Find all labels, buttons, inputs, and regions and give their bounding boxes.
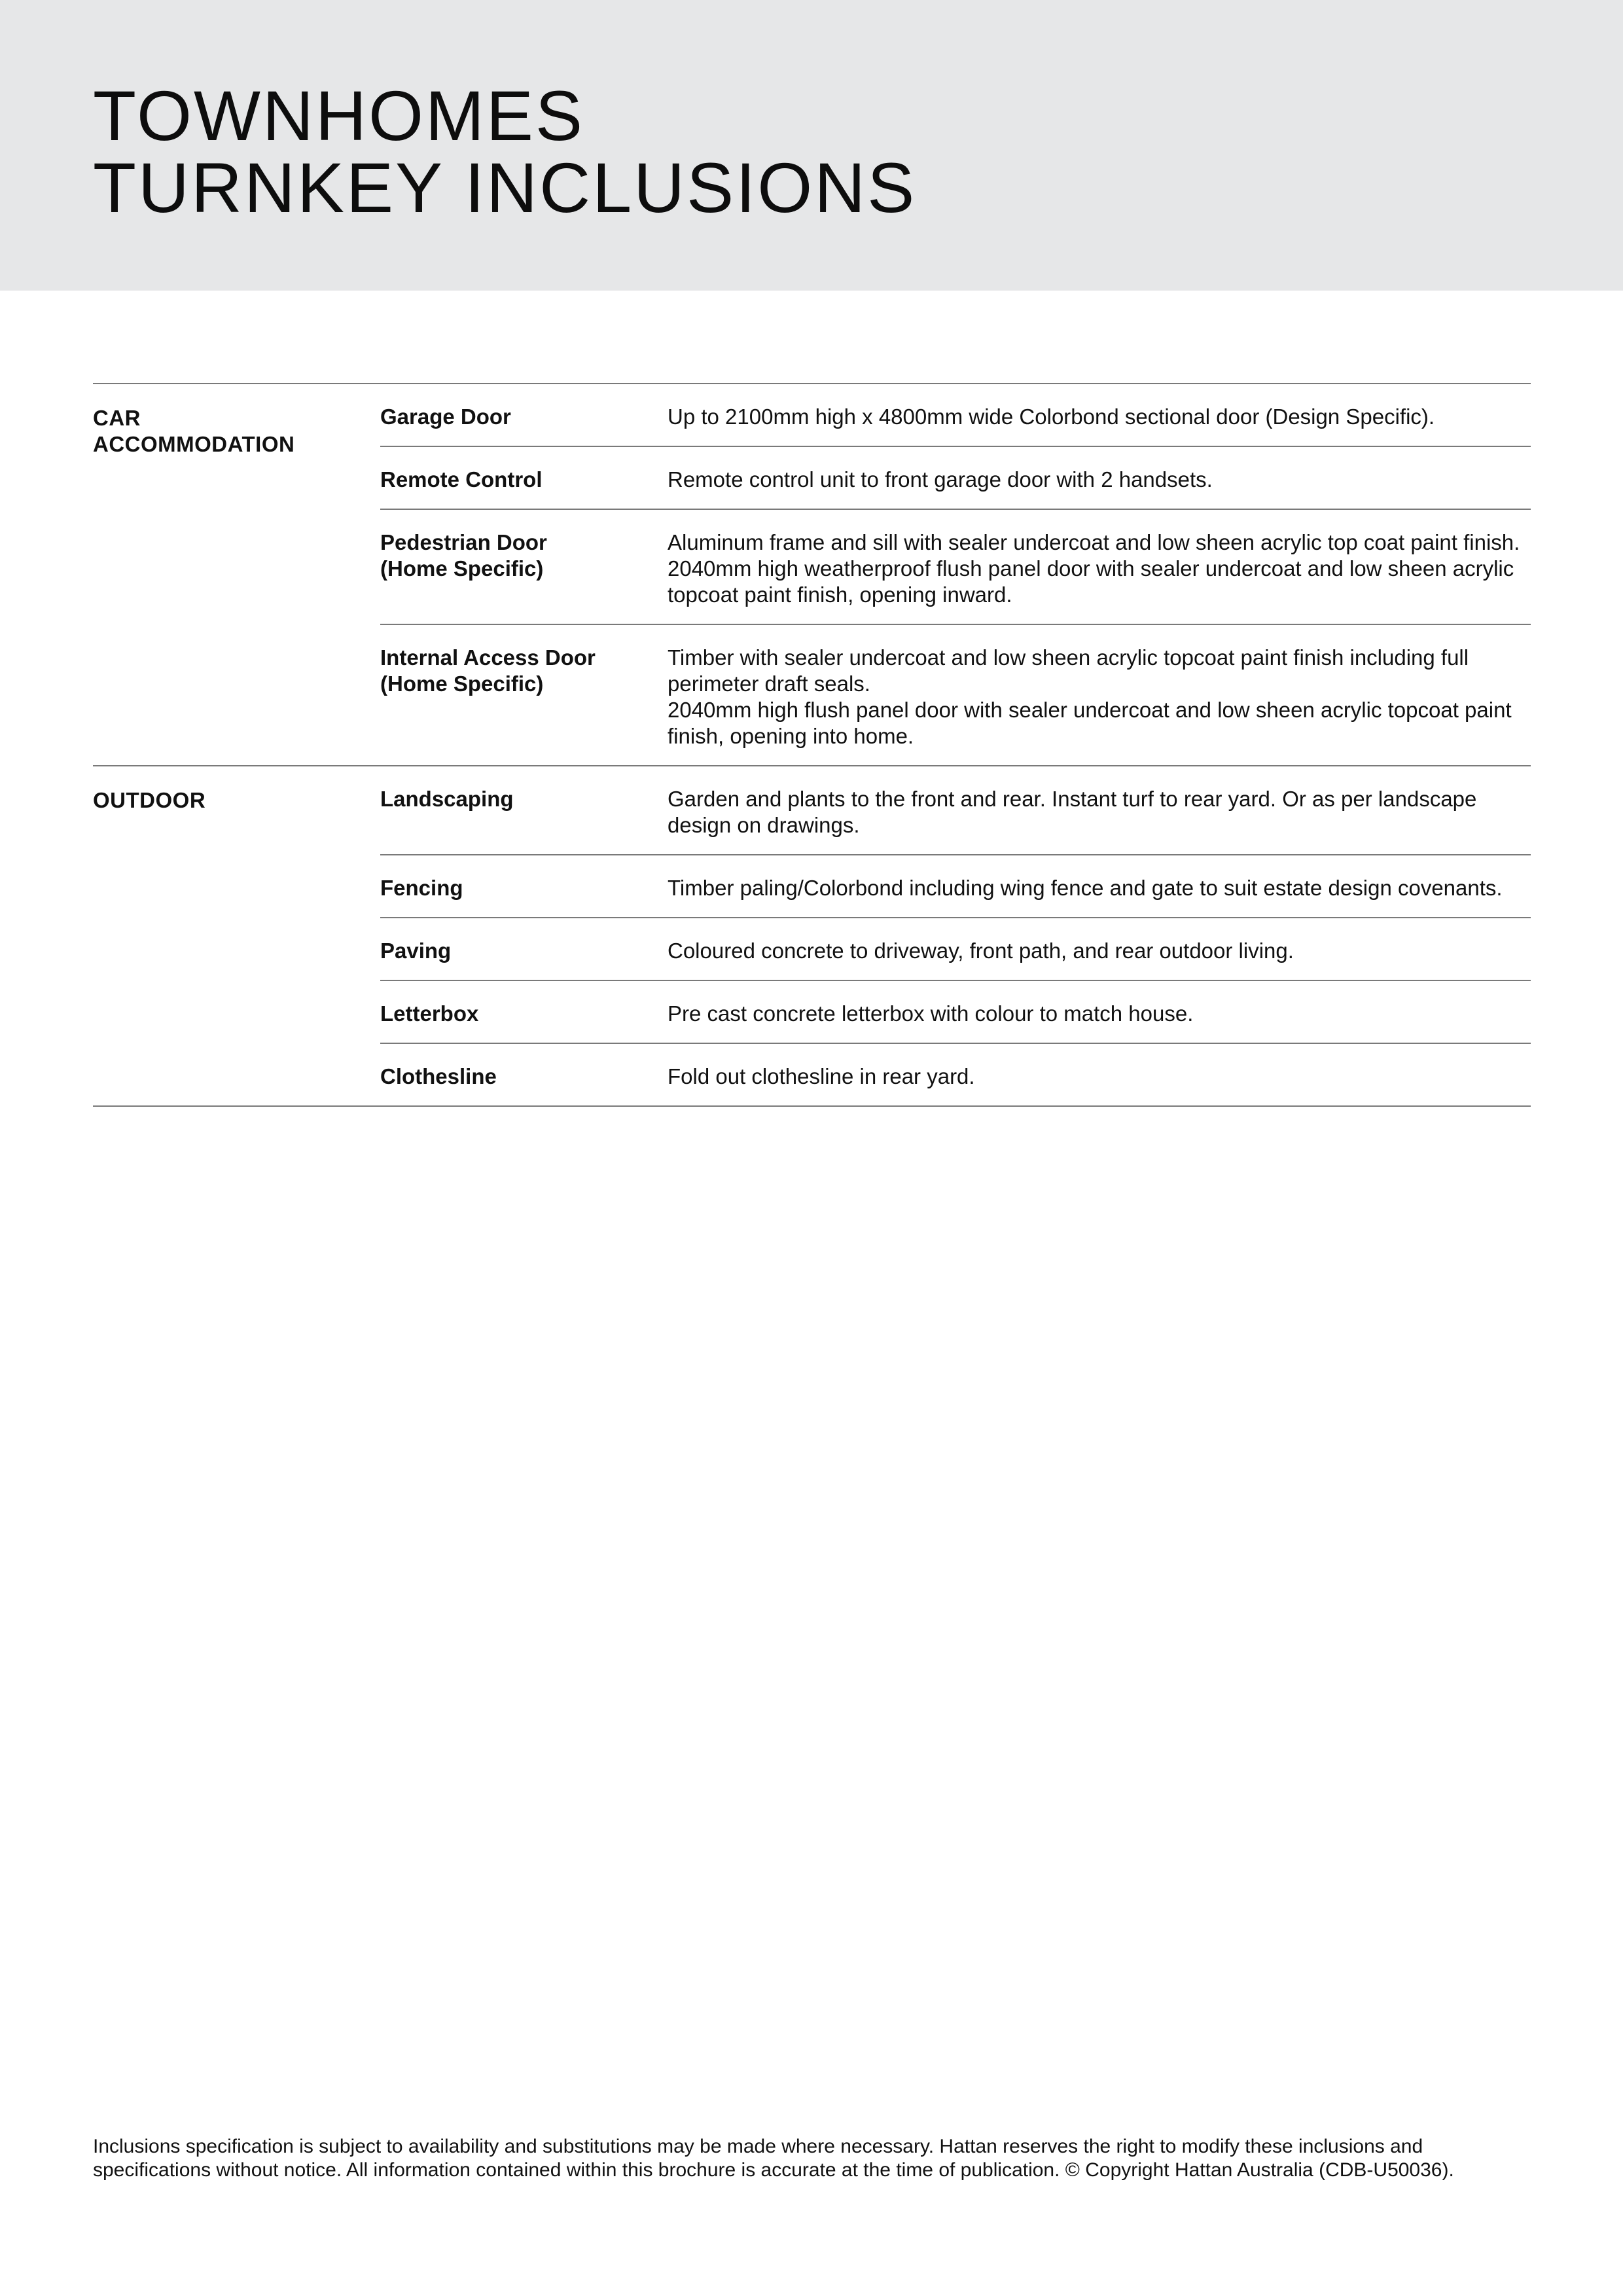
table-row [380, 384, 1531, 447]
description-line: Aluminum frame and sill with sealer undercoat and low sheen acrylic top coat paint finish. [668, 530, 1520, 554]
section-car-accommodation [93, 384, 1531, 766]
item-name: Remote Control [380, 467, 543, 492]
table-row [380, 1044, 1531, 1105]
page-title [93, 76, 917, 227]
item-name: Landscaping [380, 787, 514, 811]
description-line: 2040mm high weatherproof flush panel door with sealer undercoat and low sheen acrylic topcoat paint finish, opening inward. [668, 556, 1514, 607]
item-description [668, 404, 1531, 430]
footer-disclaimer: Inclusions specification is subject to availability and substitutions may be made where necessary. Hattan reserves the right to modify these inclusions and specifications without notice. All information contained within this brochure is accurate at the time of publication. © Copyright Hattan Australia (CDB-U50036). [93, 2136, 1454, 2181]
item-name: Fencing [380, 876, 463, 900]
description-line: Garden and plants to the front and rear. Instant turf to rear yard. Or as per landscape design on drawings. [668, 787, 1477, 837]
item-description [668, 1001, 1531, 1027]
item-description [668, 875, 1531, 901]
table-row [380, 855, 1531, 918]
item-name: Garage Door [380, 404, 511, 429]
description-line: Coloured concrete to driveway, front path, and rear outdoor living. [668, 939, 1294, 963]
description-line: Timber paling/Colorbond including wing fence and gate to suit estate design covenants. [668, 876, 1503, 900]
item-description [668, 1064, 1531, 1090]
inclusions-table [93, 383, 1531, 1107]
section-label: CAR ACCOMMODATION [93, 406, 295, 456]
item-description [668, 938, 1531, 964]
section-outdoor [93, 766, 1531, 1107]
item-name: Letterbox [380, 1001, 479, 1026]
item-name: Internal Access Door (Home Specific) [380, 645, 596, 696]
item-description [668, 467, 1531, 493]
table-row [380, 625, 1531, 765]
table-row [380, 981, 1531, 1044]
item-name: Pedestrian Door (Home Specific) [380, 530, 547, 581]
description-line: Timber with sealer undercoat and low sheen acrylic topcoat paint finish including full perimeter draft seals. [668, 645, 1469, 696]
table-row [380, 447, 1531, 510]
item-description [668, 529, 1531, 608]
section-label: OUTDOOR [93, 788, 206, 812]
table-row [380, 510, 1531, 625]
description-line: Remote control unit to front garage door with 2 handsets. [668, 467, 1213, 492]
item-description [668, 645, 1531, 749]
item-description [668, 786, 1531, 838]
table-row [380, 918, 1531, 981]
item-name: Paving [380, 939, 452, 963]
page-title-line-2: TURNKEY INCLUSIONS [93, 148, 917, 227]
table-row [380, 766, 1531, 855]
item-name: Clothesline [380, 1064, 497, 1088]
page-title-line-1: TOWNHOMES [93, 76, 584, 155]
description-line: 2040mm high flush panel door with sealer undercoat and low sheen acrylic topcoat paint finish, opening into home. [668, 698, 1512, 748]
description-line: Fold out clothesline in rear yard. [668, 1064, 975, 1088]
description-line: Up to 2100mm high x 4800mm wide Colorbond sectional door (Design Specific). [668, 404, 1435, 429]
description-line: Pre cast concrete letterbox with colour to match house. [668, 1001, 1194, 1026]
